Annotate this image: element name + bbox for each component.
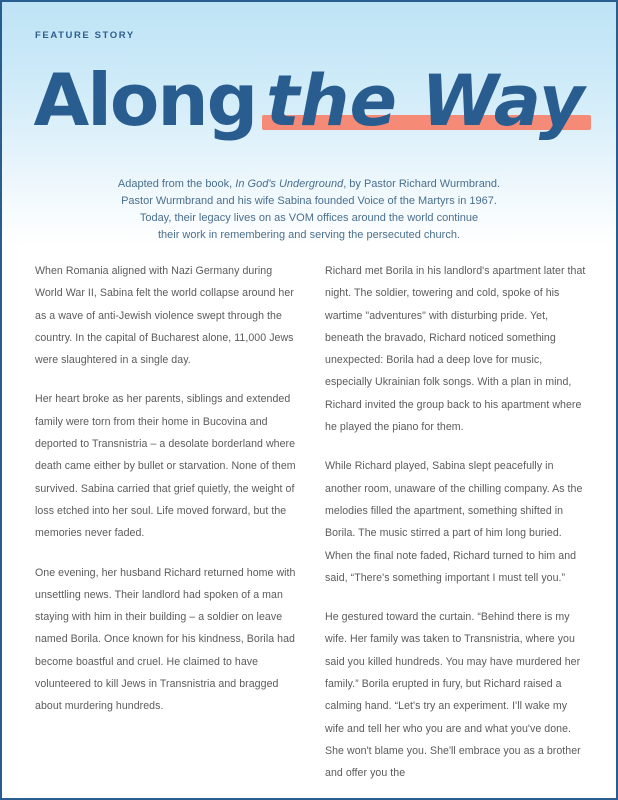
paragraph: He gestured toward the curtain. “Behind there is my wife. Her family was taken to Transnistria, where you said you killed hundreds. You may have murdered her family.” Borila erupted in fury, but Richard raised a calming hand. “Let's try an experiment. I'll wake my wife and tell her who you are and what you've done. She won't blame you. She'll embrace you as a brother and offer you the xyxy=(325,611,581,780)
subtitle-line-1-after: , by Pastor Richard Wurmbrand. xyxy=(343,178,501,190)
page-title xyxy=(2,58,616,142)
subtitle-block xyxy=(2,176,616,244)
subtitle-line-1-before: Adapted from the book, xyxy=(117,178,236,190)
left-column xyxy=(35,260,297,785)
paragraph: Richard met Borila in his landlord's apartment later that night. The soldier, towering and cold, spoke of his wartime "adventures" with disturbing pride. Yet, beneath the bravado, Richard noticed something unexpected: Borila had a deep love for music, especially Ukrainian folk songs. With a plan in mind, Richard invited the group back to his apartment where he played the piano for them. xyxy=(325,265,586,434)
subtitle-line-1-italic: In God's Underground xyxy=(235,178,344,190)
paragraph: While Richard played, Sabina slept peacefully in another room, unaware of the chilling company. As the melodies filled the apartment, something shifted in Borila. The music stirred a part of him long buried. When the final note faded, Richard turned to him and said, “There's something important I must tell you.” xyxy=(325,460,583,584)
right-column xyxy=(325,260,587,785)
subtitle-line-3: Today, their legacy lives on as VOM offices around the world continue xyxy=(139,212,479,224)
subtitle-line-4: their work in remembering and serving the persecuted church. xyxy=(157,229,461,241)
subtitle-line-2: Pastor Wurmbrand and his wife Sabina founded Voice of the Martyrs in 1967. xyxy=(121,195,497,207)
title-part-two: the Way xyxy=(266,60,585,142)
paragraph: When Romania aligned with Nazi Germany during World War II, Sabina felt the world collapse around her as a wave of anti-Jewish violence swept through the country. In the capital of Bucharest alone, 11,000 Jews were slaughtered in a single day. xyxy=(35,265,294,367)
kicker-label: FEATURE STORY xyxy=(35,30,135,41)
title-part-one: Along xyxy=(33,58,257,142)
article-columns xyxy=(35,260,587,785)
paragraph: Her heart broke as her parents, siblings and extended family were torn from their home in Bucovina and deported to Transnistria – a desolate borderland where death came either by bullet or starvation. None of them survived. Sabina carried that grief quietly, the weight of loss etched into her soul. Life moved forward, but the memories never faded. xyxy=(35,393,296,540)
hero-header xyxy=(2,2,616,246)
subtitle-line-1 xyxy=(2,176,616,193)
title-part-two-group xyxy=(266,60,585,142)
paragraph: One evening, her husband Richard returned home with unsettling news. Their landlord had spoken of a man staying with him in their building – a soldier on leave named Borila. Once known for his kindness, Borila had become boastful and cruel. He claimed to have volunteered to kill Jews in Transnistria and bragged about murdering hundreds. xyxy=(35,566,296,713)
